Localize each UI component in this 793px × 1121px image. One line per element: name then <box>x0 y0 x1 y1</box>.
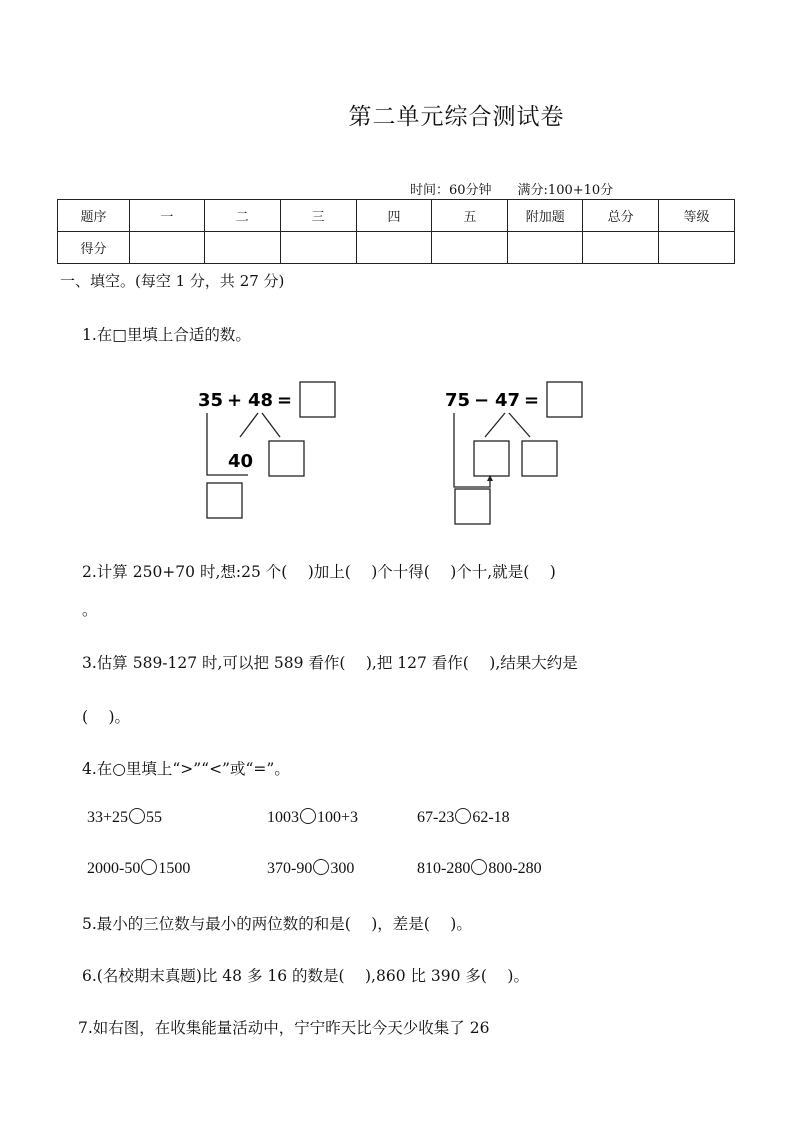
score-cell[interactable] <box>280 232 356 264</box>
time-limit: 时间：60分钟 <box>410 183 492 198</box>
header-cell: 三 <box>280 200 356 232</box>
connector-line <box>240 413 258 437</box>
header-cell: 二 <box>204 200 280 232</box>
comparison-right: 55 <box>146 809 163 826</box>
header-cell: 总分 <box>583 200 659 232</box>
question-4: 4.在○里填上“>”“<”或“=”。 <box>82 760 290 778</box>
comparison-item <box>87 859 190 878</box>
compare-circle[interactable] <box>129 808 145 824</box>
compare-circle[interactable] <box>300 808 316 824</box>
comparison-item <box>417 808 510 827</box>
comparison-left: 810-280 <box>417 860 471 877</box>
score-table-header <box>58 200 735 232</box>
calc-diagram <box>190 375 600 530</box>
question-2: 2.计算 250+70 时,想:25 个( )加上( )个十得( )个十,就是( ) <box>82 563 556 581</box>
score-cell[interactable] <box>432 232 508 264</box>
exam-meta <box>410 179 613 198</box>
answer-box[interactable] <box>547 382 582 417</box>
left-operator: + <box>227 390 243 411</box>
answer-box[interactable] <box>522 441 557 476</box>
section-heading: 一、填空。(每空 1 分，共 27 分) <box>60 272 285 290</box>
comparison-right: 100+3 <box>317 809 359 826</box>
page-title: 第二单元综合测试卷 <box>348 104 565 130</box>
compare-circle[interactable] <box>141 859 157 875</box>
answer-box[interactable] <box>207 483 242 518</box>
right-operator: − <box>474 390 490 411</box>
question-5: 5.最小的三位数与最小的两位数的和是( )，差是( )。 <box>82 915 472 933</box>
compare-circle[interactable] <box>313 859 329 875</box>
comparison-right: 800-280 <box>488 860 542 877</box>
compare-circle[interactable] <box>471 859 487 875</box>
question-6: 6.(名校期末真题)比 48 多 16 的数是( ),860 比 390 多( )。 <box>82 967 529 985</box>
score-cell[interactable] <box>659 232 735 264</box>
right-equals: = <box>524 390 540 411</box>
score-cell[interactable] <box>204 232 280 264</box>
question-2-cont: 。 <box>82 601 98 619</box>
compare-circle[interactable] <box>455 808 471 824</box>
connector-line <box>262 413 280 437</box>
right-operand-a: 75 <box>445 390 471 411</box>
row-label: 得分 <box>58 232 130 264</box>
comparison-left: 33+25 <box>87 809 129 826</box>
question-1: 1.在□里填上合适的数。 <box>82 326 251 344</box>
answer-box[interactable] <box>474 441 509 476</box>
comparison-left: 1003 <box>267 809 299 826</box>
connector-line <box>509 413 530 437</box>
comparison-left: 67-23 <box>417 809 455 826</box>
comparison-item <box>87 808 162 827</box>
header-cell: 五 <box>432 200 508 232</box>
right-operand-b: 47 <box>495 390 521 411</box>
question-3-cont: ( )。 <box>82 708 131 726</box>
question-7: 7.如右图，在收集能量活动中，宁宁昨天比今天少收集了 26 <box>78 1019 490 1037</box>
comparison-item <box>267 808 358 827</box>
connector-line <box>485 413 505 437</box>
left-partial-value: 40 <box>228 451 254 472</box>
comparison-right: 62-18 <box>472 809 510 826</box>
question-3: 3.估算 589-127 时,可以把 589 看作( ),把 127 看作( ),结果大约是 <box>82 654 578 672</box>
comparison-right: 300 <box>330 860 355 877</box>
answer-box[interactable] <box>269 441 304 476</box>
comparison-item <box>267 859 354 878</box>
full-score: 满分:100+10分 <box>517 183 614 198</box>
comparison-left: 370-90 <box>267 860 313 877</box>
answer-box[interactable] <box>455 489 490 524</box>
header-cell: 题序 <box>58 200 130 232</box>
comparison-item <box>417 859 542 878</box>
left-equals: = <box>277 390 293 411</box>
score-cell[interactable] <box>583 232 659 264</box>
comparison-left: 2000-50 <box>87 860 141 877</box>
score-table <box>57 199 735 264</box>
answer-box[interactable] <box>300 382 335 417</box>
header-cell: 四 <box>356 200 432 232</box>
left-operand-a: 35 <box>198 390 224 411</box>
header-cell: 等级 <box>659 200 735 232</box>
score-cell[interactable] <box>356 232 432 264</box>
score-cell[interactable] <box>508 232 583 264</box>
score-cell[interactable] <box>129 232 204 264</box>
left-operand-b: 48 <box>248 390 274 411</box>
score-table-row <box>58 232 735 264</box>
comparison-right: 1500 <box>158 860 191 877</box>
header-cell: 一 <box>129 200 204 232</box>
header-cell: 附加题 <box>508 200 583 232</box>
